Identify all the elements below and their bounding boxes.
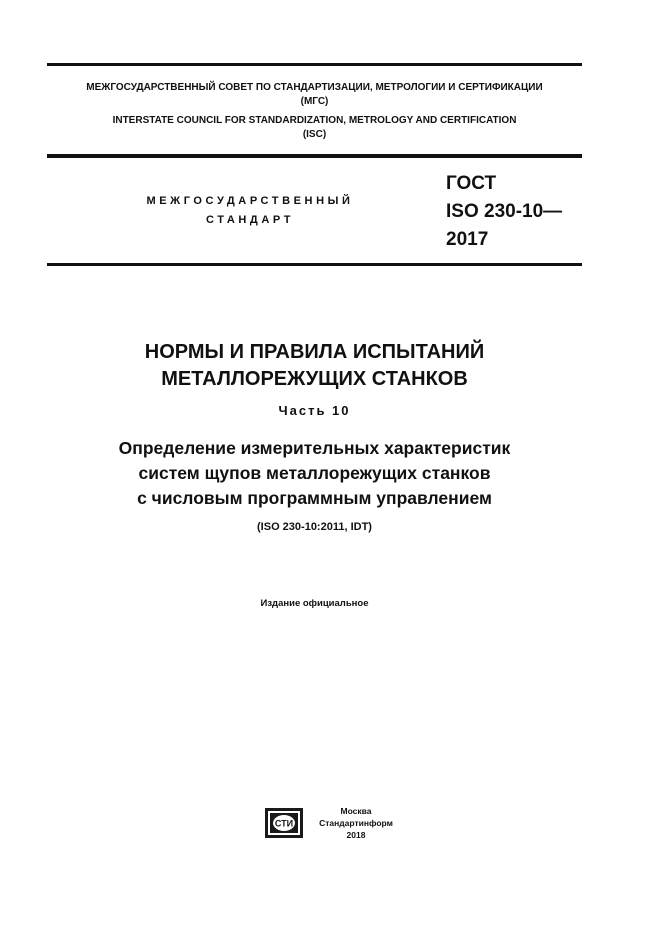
gost-code-line3: 2017	[446, 229, 489, 250]
main-title-line2: МЕТАЛЛОРЕЖУЩИХ СТАНКОВ	[161, 368, 468, 390]
publisher-city: Москва	[340, 806, 372, 816]
subtitle-line3: с числовым программным управлением	[137, 488, 492, 508]
gost-code-line2: ISO 230-10—	[446, 201, 563, 222]
subtitle-line1: Определение измерительных характеристик	[118, 438, 511, 458]
part-number: Часть 10	[278, 403, 351, 418]
top-rule	[47, 63, 582, 66]
standard-type-line2: СТАНДАРТ	[205, 214, 295, 226]
gost-code-line1: ГОСТ	[446, 173, 497, 194]
middle-rule	[47, 154, 582, 158]
publisher-year: 2018	[346, 830, 366, 840]
council-ru-abbr: (МГС)	[300, 96, 329, 107]
logo-lettering: СТИ	[274, 818, 294, 829]
council-en-abbr: (ISC)	[302, 129, 327, 140]
main-title-line1: НОРМЫ И ПРАВИЛА ИСПЫТАНИЙ	[144, 341, 485, 363]
lower-rule	[47, 263, 582, 266]
council-en: INTERSTATE COUNCIL FOR STANDARDIZATION, METROLOGY AND CERTIFICATION	[112, 115, 517, 126]
publisher-name: Стандартинформ	[319, 818, 393, 828]
edition-note: Издание официальное	[260, 598, 369, 609]
standartinform-logo-icon	[265, 808, 303, 838]
iso-reference: (ISO 230-10:2011, IDT)	[257, 521, 372, 533]
standard-type-line1: МЕЖГОСУДАРСТВЕННЫЙ	[146, 195, 354, 207]
subtitle-line2: систем щупов металлорежущих станков	[138, 463, 491, 483]
council-ru: МЕЖГОСУДАРСТВЕННЫЙ СОВЕТ ПО СТАНДАРТИЗАЦИИ, МЕТРОЛОГИИ И СЕРТИФИКАЦИИ	[86, 82, 543, 93]
